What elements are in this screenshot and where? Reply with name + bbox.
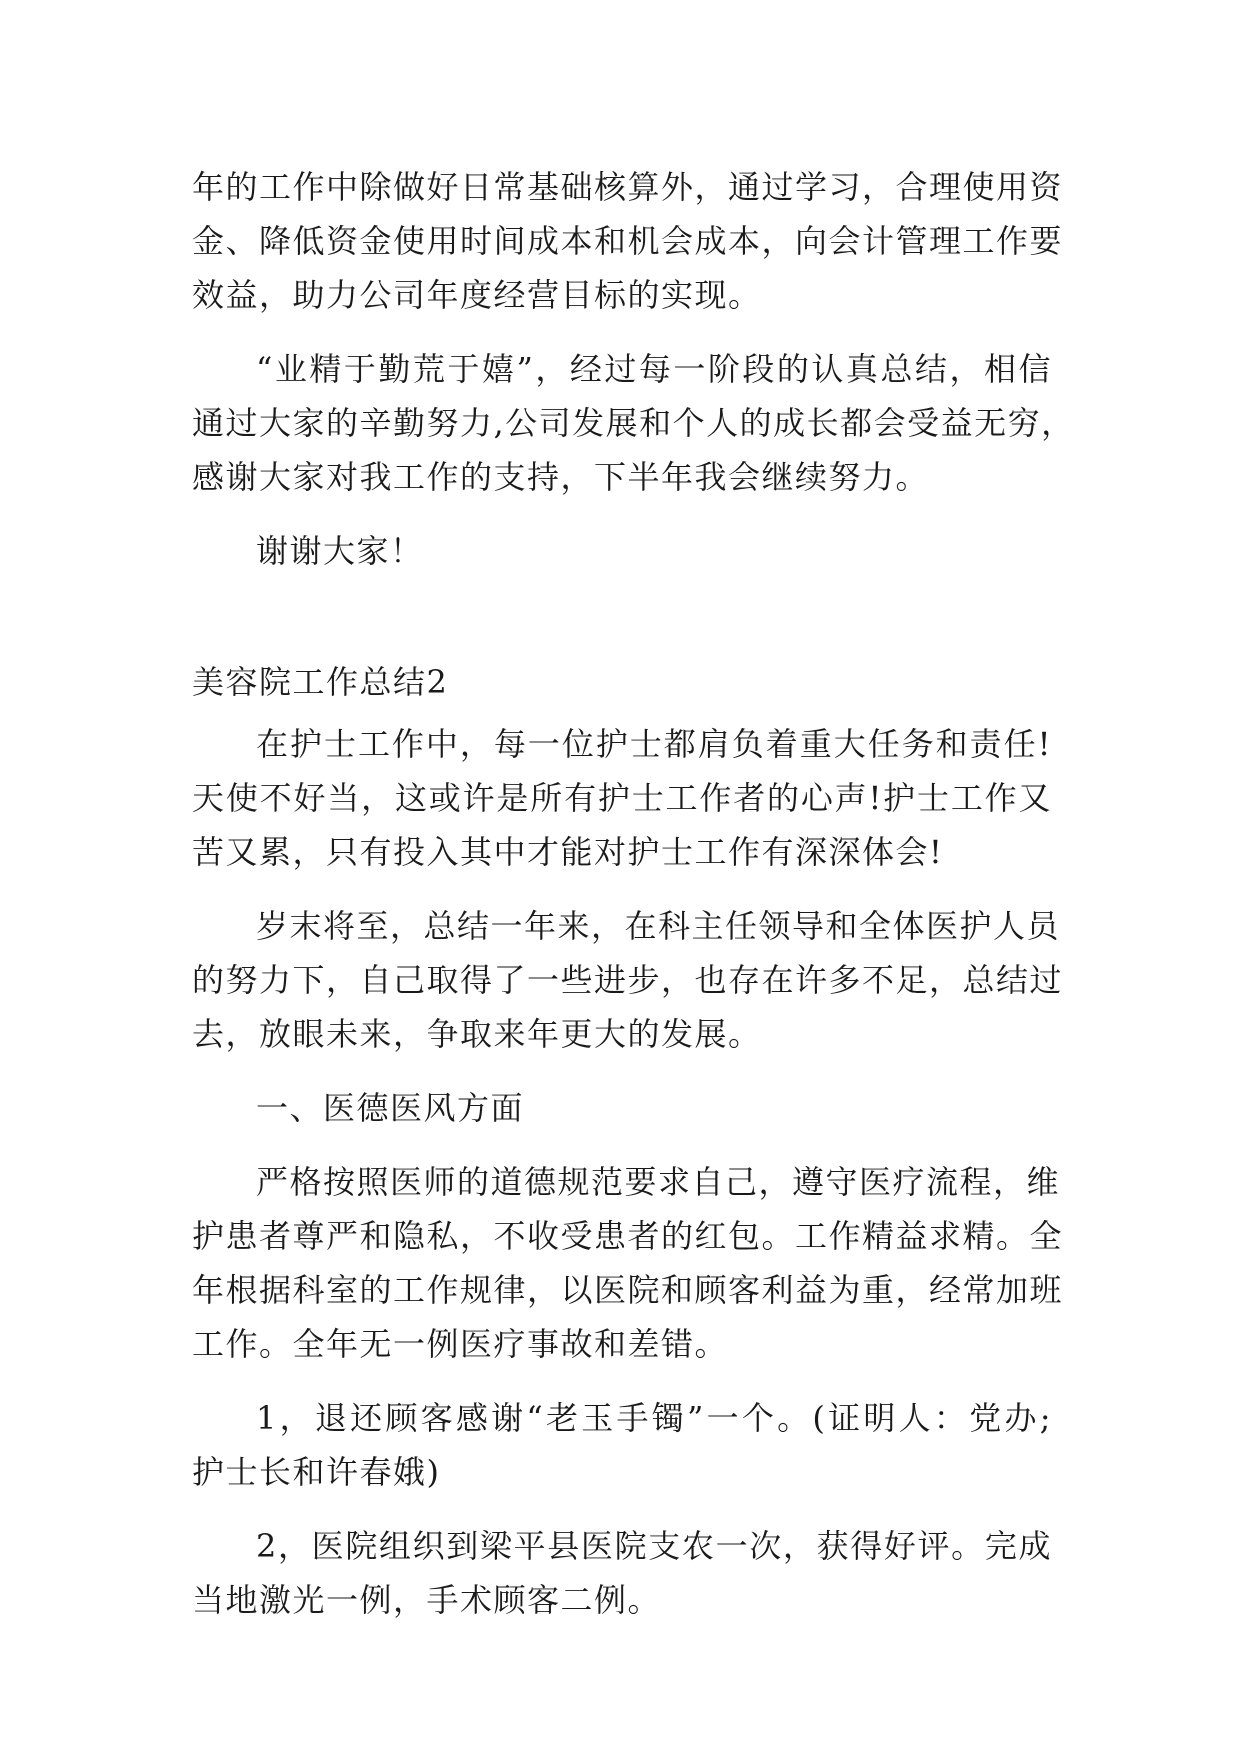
list-item-line: 2，医院组织到梁平县医院支农一次，获得好评。完成: [256, 1527, 1052, 1565]
paragraph-line: 在护士工作中，每一位护士都肩负着重大任务和责任!: [256, 725, 1052, 763]
list-item-line: 护士长和许春娥): [192, 1453, 441, 1491]
paragraph-line: 苦又累，只有投入其中才能对护士工作有深深体会!: [192, 833, 944, 871]
paragraph-line: “业精于勤荒于嬉”，经过每一阶段的认真总结，相信: [256, 350, 1052, 388]
paragraph-line: 感谢大家对我工作的支持，下半年我会继续努力。: [192, 458, 930, 496]
paragraph-line: 严格按照医师的道德规范要求自己，遵守医疗流程，维: [256, 1163, 1061, 1201]
list-item-line: 1，退还顾客感谢“老玉手镯”一个。(证明人：党办;: [256, 1399, 1052, 1437]
list-item-line: 当地激光一例，手术顾客二例。: [192, 1581, 662, 1619]
paragraph-line: 金、降低资金使用时间成本和机会成本，向会计管理工作要: [192, 222, 1064, 260]
paragraph-line: 年根据科室的工作规律，以医院和顾客利益为重，经常加班: [192, 1271, 1064, 1309]
paragraph-line: 年的工作中除做好日常基础核算外，通过学习，合理使用资: [192, 168, 1064, 206]
paragraph-line: 谢谢大家！: [256, 532, 424, 570]
paragraph-line: 护患者尊严和隐私，不收受患者的红包。工作精益求精。全: [192, 1217, 1064, 1255]
subsection-heading: 一、医德医风方面: [256, 1089, 525, 1127]
paragraph-line: 天使不好当，这或许是所有护士工作者的心声!护士工作又: [192, 779, 1052, 817]
paragraph-line: 通过大家的辛勤努力,公司发展和个人的成长都会受益无穷，: [192, 404, 1075, 442]
paragraph-line: 工作。全年无一例医疗事故和差错。: [192, 1325, 729, 1363]
paragraph-line: 的努力下，自己取得了一些进步，也存在许多不足，总结过: [192, 961, 1064, 999]
document-page: [192, 160, 1075, 1627]
paragraph-line: 岁末将至，总结一年来，在科主任领导和全体医护人员: [256, 907, 1061, 945]
paragraph-line: 去，放眼未来，争取来年更大的发展。: [192, 1015, 762, 1053]
paragraph-line: 效益，助力公司年度经营目标的实现。: [192, 276, 762, 314]
section-heading: 美容院工作总结2: [192, 663, 449, 701]
